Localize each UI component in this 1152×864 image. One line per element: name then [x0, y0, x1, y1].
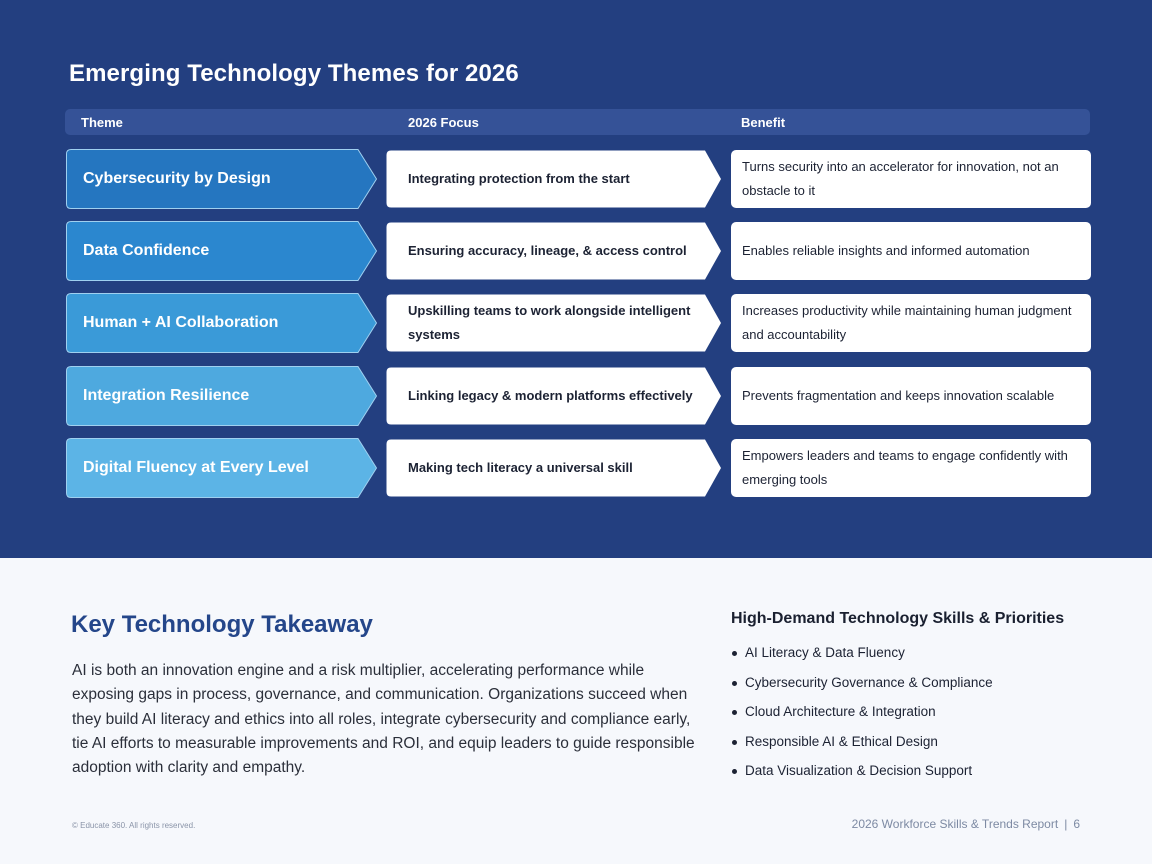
bullet-icon: [732, 651, 737, 656]
focus-label: Integrating protection from the start: [408, 171, 630, 186]
theme-cell: [66, 149, 377, 209]
theme-label: Cybersecurity by Design: [83, 170, 271, 187]
skill-item: Data Visualization & Decision Support: [731, 759, 993, 789]
header-theme: Theme: [81, 115, 123, 130]
header-benefit: Benefit: [741, 115, 786, 130]
skill-item: Responsible AI & Ethical Design: [731, 730, 993, 760]
takeaway-title: Key Technology Takeaway: [71, 611, 373, 638]
page-number: 6: [1073, 817, 1080, 831]
report-title: 2026 Workforce Skills & Trends Report: [851, 817, 1059, 831]
skills-title: High-Demand Technology Skills & Priorities: [731, 610, 1065, 627]
bullet-icon: [732, 710, 737, 715]
copyright: © Educate 360. All rights reserved.: [72, 821, 196, 830]
skill-item: Cloud Architecture & Integration: [731, 700, 993, 730]
focus-cell: [385, 149, 723, 209]
focus-label: Ensuring accuracy, lineage, & access control: [408, 243, 687, 258]
theme-cell: [66, 293, 377, 353]
theme-cell: [66, 438, 377, 498]
table-row: [0, 221, 1152, 281]
table-row: [0, 149, 1152, 209]
benefit-cell: Increases productivity while maintaining human judgment and accountability: [731, 294, 1091, 352]
bullet-icon: [732, 681, 737, 686]
skill-item: AI Literacy & Data Fluency: [731, 641, 993, 671]
table-row: [0, 293, 1152, 353]
focus-label: Upskilling teams to work alongside intelligent systems: [408, 303, 691, 342]
theme-cell: [66, 221, 377, 281]
skills-list: [731, 641, 993, 789]
benefit-cell: Prevents fragmentation and keeps innovation scalable: [731, 367, 1091, 425]
table-row: [0, 366, 1152, 426]
focus-cell: [385, 221, 723, 281]
takeaway-body: AI is both an innovation engine and a risk multiplier, accelerating performance while exposing gaps in process, governance, and communication. Organizations succeed when they build AI literacy and ethics into all roles, integrate cybersecurity and compliance early, tie AI efforts to measurable improvements and ROI, and equip leaders to guide responsible adoption with clarity and empathy.: [72, 662, 695, 777]
footer-report: [852, 817, 1080, 831]
focus-label: Making tech literacy a universal skill: [408, 460, 633, 475]
header-focus: 2026 Focus: [408, 115, 479, 130]
benefit-cell: Enables reliable insights and informed automation: [731, 222, 1091, 280]
benefit-cell: Empowers leaders and teams to engage confidently with emerging tools: [731, 439, 1091, 497]
focus-cell: [385, 366, 723, 426]
focus-cell: [385, 293, 723, 353]
theme-label: Digital Fluency at Every Level: [83, 459, 309, 476]
focus-label: Linking legacy & modern platforms effectively: [408, 388, 693, 403]
theme-label: Data Confidence: [83, 242, 210, 259]
footer-separator: |: [1064, 817, 1068, 831]
focus-cell: [385, 438, 723, 498]
table-header: [65, 109, 1090, 135]
theme-label: Integration Resilience: [83, 387, 250, 404]
bullet-icon: [732, 769, 737, 774]
theme-cell: [66, 366, 377, 426]
theme-label: Human + AI Collaboration: [83, 314, 279, 331]
page-title: Emerging Technology Themes for 2026: [69, 60, 519, 87]
skill-item: Cybersecurity Governance & Compliance: [731, 671, 993, 701]
bullet-icon: [732, 740, 737, 745]
benefit-cell: Turns security into an accelerator for innovation, not an obstacle to it: [731, 150, 1091, 208]
table-row: [0, 438, 1152, 498]
